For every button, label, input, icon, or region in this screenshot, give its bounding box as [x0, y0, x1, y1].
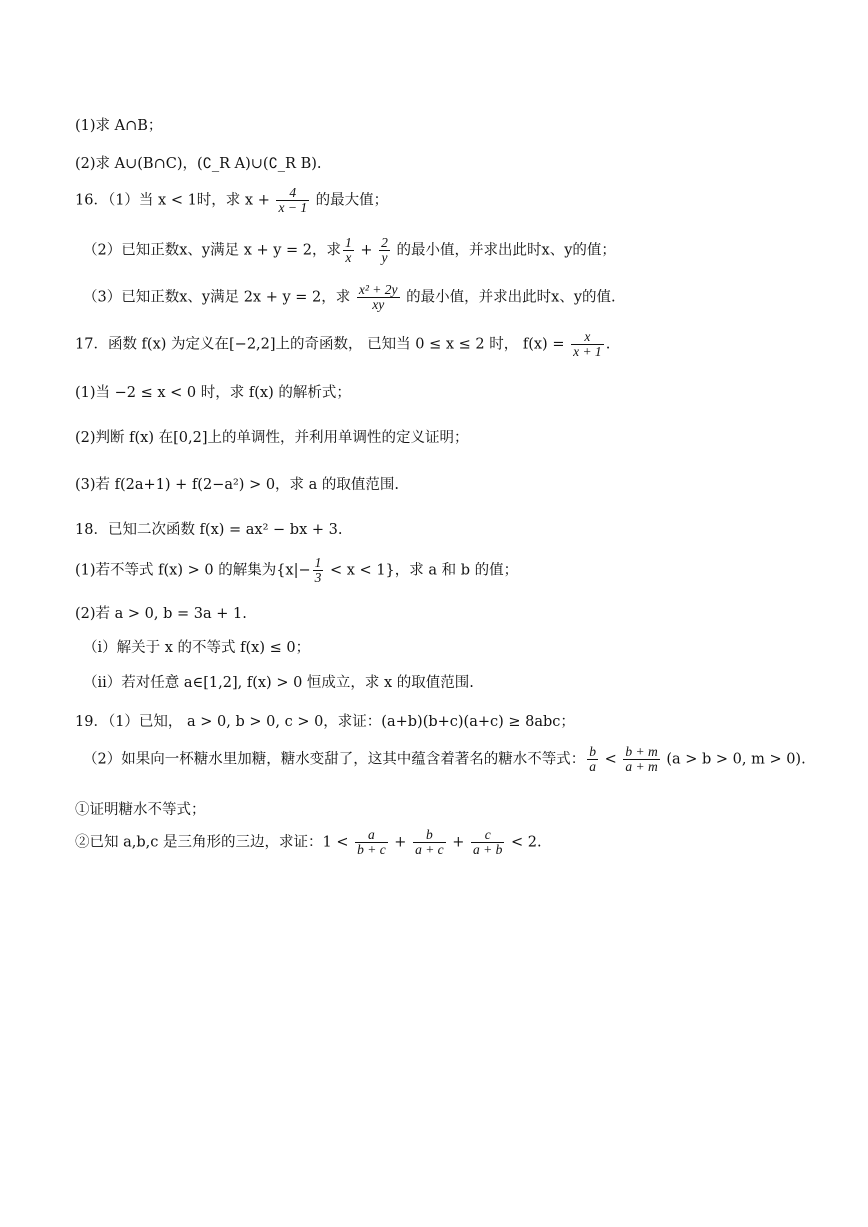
fraction: $\frac{c}{a + b}$: [473, 827, 503, 858]
fraction: $\frac{\text{x² + 2y}}{xy}$: [358, 282, 398, 313]
q17-stem: 17．函数 f(x) 为定义在[−2,2]上的奇函数， 已知当 0 ≤ x ≤ 2 时， f(x) = $\frac{x}{x + 1}$ .: [75, 329, 611, 360]
fraction: $\frac{1}{3}$: [314, 555, 322, 586]
q15-part2: (2)求 A∪(B∩C)，(∁_R A)∪(∁_R B).: [75, 156, 322, 172]
q18-part1: (1)若不等式 f(x) > 0 的解集为{x|− $\frac{1}{3}$ < x < 1}，求 a 和 b 的值；: [75, 555, 519, 586]
fraction: $\frac{4}{x - 1}$: [278, 185, 308, 216]
fraction: $\frac{a}{b + c}$: [357, 827, 386, 858]
q15-part1: (1)求 A∩B；: [75, 118, 163, 134]
q19-part2: （2）如果向一杯糖水里加糖，糖水变甜了，这其中蕴含着著名的糖水不等式： $\frac{b}{a}$ < $\frac{b + m}{a + m}$ (a > b > 0, m > 0).: [83, 744, 806, 775]
q16-part2: （2）已知正数x、y满足 x + y = 2，求 $\frac{1}{x}$ + $\frac{2}{y}$ 的最小值，并求出此时x、y的值；: [83, 235, 616, 266]
q19-part2-sub1: ①证明糖水不等式；: [75, 802, 206, 818]
fraction: $\frac{1}{x}$: [345, 235, 352, 266]
q16-part1: 16．（1）当 x < 1时，求 x + $\frac{4}{x - 1}$ 的最大值；: [75, 185, 389, 216]
fraction: $\frac{b + m}{a + m}$: [625, 744, 658, 775]
q18-stem: 18．已知二次函数 f(x) = ax² − bx + 3.: [75, 522, 343, 538]
q18-part2: (2)若 a > 0, b = 3a + 1.: [75, 606, 247, 622]
q17-part2: (2)判断 f(x) 在[0,2]上的单调性，并利用单调性的定义证明；: [75, 430, 469, 446]
q17-part1: (1)当 −2 ≤ x < 0 时，求 f(x) 的解析式；: [75, 385, 351, 401]
fraction: $\frac{2}{y}$: [381, 235, 388, 266]
fraction: $\frac{b}{a}$: [589, 744, 596, 775]
q17-part3: (3)若 f(2a+1) + f(2−a²) > 0，求 a 的取值范围.: [75, 477, 400, 493]
q19-part2-sub2: ②已知 a,b,c 是三角形的三边，求证：1 < $\frac{a}{b + c}$ + $\frac{b}{a + c}$ + $\frac{c}{a + b}$ < 2.: [75, 827, 542, 858]
fraction: $\frac{b}{a + c}$: [415, 827, 444, 858]
q19-part1: 19．（1）已知， a > 0, b > 0, c > 0，求证：(a+b)(b+c)(a+c) ≥ 8abc；: [75, 714, 575, 730]
q18-part2-i: （i）解关于 x 的不等式 f(x) ≤ 0；: [83, 640, 311, 656]
fraction: $\frac{x}{x + 1}$: [573, 329, 602, 360]
q18-part2-ii: （ii）若对任意 a∈[1,2], f(x) > 0 恒成立，求 x 的取值范围.: [83, 675, 474, 691]
q16-part3: （3）已知正数x、y满足 2x + y = 2，求 $\frac{\text{x² + 2y}}{xy}$ 的最小值，并求出此时x、y的值.: [83, 282, 616, 313]
